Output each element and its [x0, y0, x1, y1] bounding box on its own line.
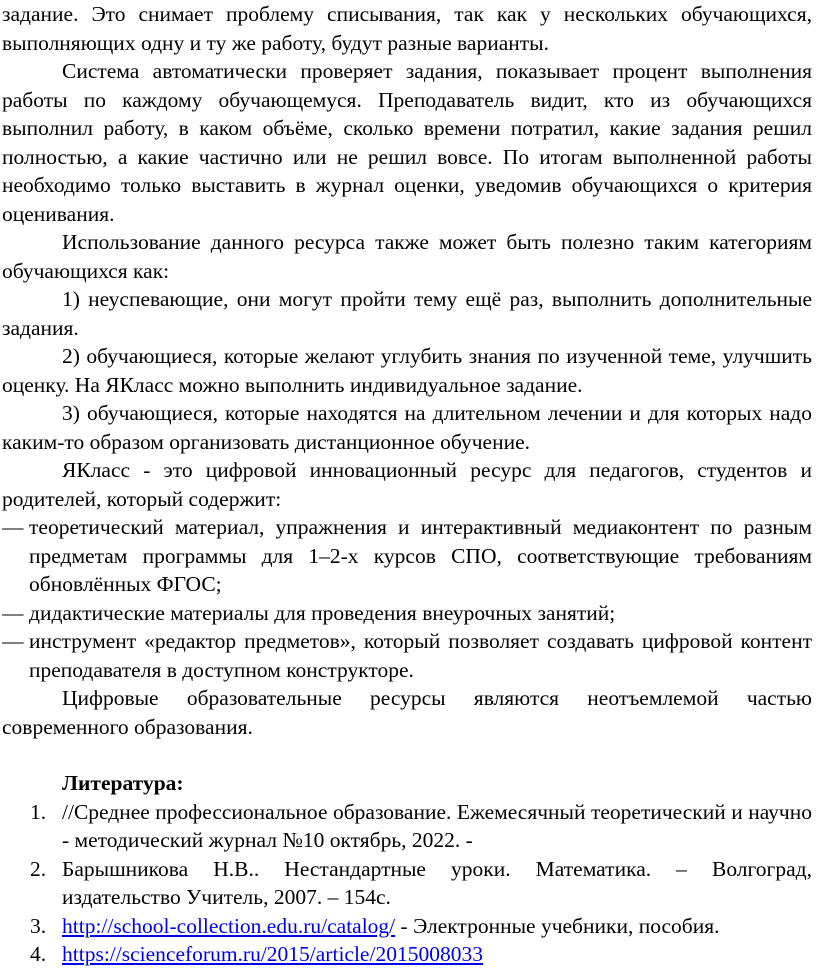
literature-text: //Среднее профессиональное образование. Ежемесячный теоретический и научно - методический журнал №10 октябрь, 2022. -	[62, 799, 812, 852]
paragraph-category-1: 1) неуспевающие, они могут пройти тему ещё раз, выполнить дополнительные задания.	[2, 287, 812, 340]
literature-list	[2, 798, 812, 969]
paragraph-system-check: Система автоматически проверяет задания, показывает процент выполнения работы по каждому обучающемуся. Преподаватель видит, кто из обучающихся выполнил работу, в каком объёме, сколько времени потратил, какие задания решил полностью, а какие частично или не решил вовсе. По итогам выполненной работы необходимо только выставить в журнал оценки, уведомив обучающихся о критерия оценивания.	[2, 59, 812, 226]
paragraph-conclusion: Цифровые образовательные ресурсы являются неотъемлемой частью современного образования.	[2, 686, 812, 739]
paragraph-yaklass-intro: ЯКласс - это цифровой инновационный ресурс для педагогов, студентов и родителей, который содержит:	[2, 458, 812, 511]
paragraph-category-2: 2) обучающиеся, которые желают углубить знания по изученной теме, улучшить оценку. На ЯКласс можно выполнить индивидуальное задание.	[2, 344, 812, 397]
literature-heading: Литература:	[62, 771, 184, 795]
literature-text: Барышникова Н.В.. Нестандартные уроки. Математика. – Волгоград, издательство Учитель, 2007. – 154с.	[62, 856, 812, 909]
list-item-text: теоретический материал, упражнения и интерактивный медиаконтент по разным предметам программы для 1–2-х курсов СПО, соответствующие требованиям обновлённых ФГОС;	[29, 515, 812, 596]
list-item	[2, 599, 812, 628]
scienceforum-link[interactable]: https://scienceforum.ru/2015/article/2015008033	[62, 942, 483, 966]
paragraph-resource-usage: Использование данного ресурса также может быть полезно таким категориям обучающихся как:	[2, 230, 812, 283]
literature-link-description: - Электронные учебники, пособия.	[395, 913, 720, 938]
list-item	[2, 627, 812, 684]
literature-item	[2, 912, 812, 941]
paragraph-category-3: 3) обучающиеся, которые находятся на длительном лечении и для которых надо каким-то образом организовать дистанционное обучение.	[2, 401, 812, 454]
literature-number: 2.	[30, 856, 47, 881]
list-item-text: дидактические материалы для проведения внеурочных занятий;	[29, 600, 616, 625]
list-item-text: инструмент «редактор предметов», который позволяет создавать цифровой контент преподавателя в доступном конструкторе.	[29, 629, 812, 682]
list-item	[2, 513, 812, 599]
dash-list	[2, 513, 812, 684]
literature-item	[2, 855, 812, 912]
section-spacer	[2, 741, 812, 769]
dash-marker: —	[2, 629, 24, 653]
literature-item	[2, 798, 812, 855]
dash-marker: —	[2, 515, 24, 539]
literature-number: 3.	[30, 913, 47, 938]
literature-item	[2, 940, 812, 969]
school-collection-link[interactable]: http://school-collection.edu.ru/catalog/	[62, 913, 396, 938]
dash-marker: —	[2, 600, 24, 625]
literature-number: 1.	[30, 799, 47, 824]
literature-number: 4.	[30, 942, 47, 966]
paragraph-continuation: задание. Это снимает проблему списывания, так как у нескольких обучающихся, выполняющих одну и ту же работу, будут разные варианты.	[2, 2, 812, 55]
